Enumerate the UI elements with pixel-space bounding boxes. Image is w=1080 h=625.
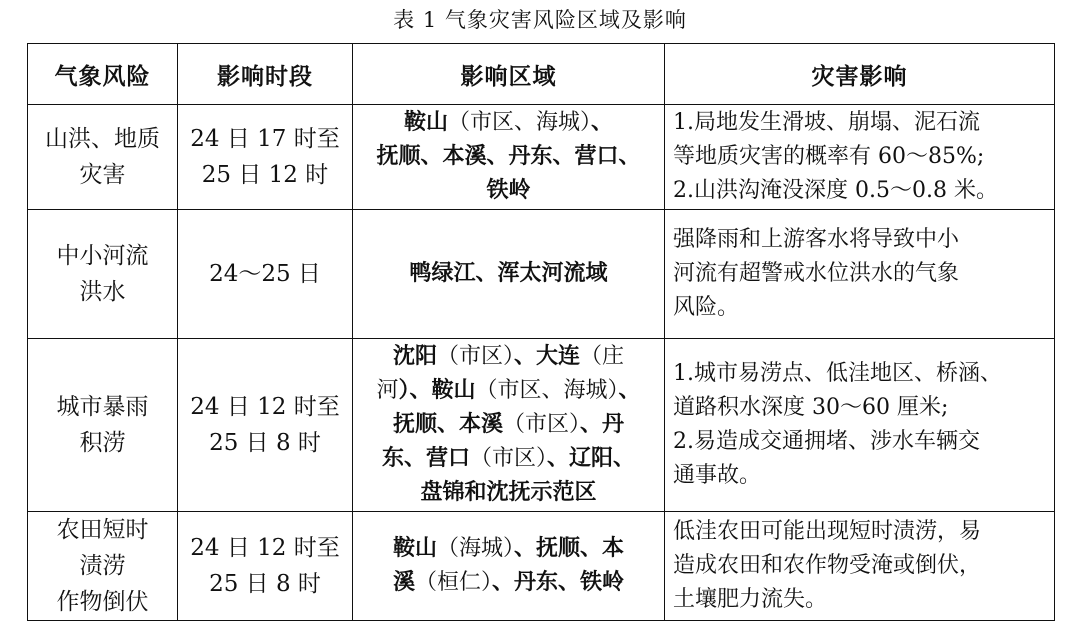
table-caption: 表 1 气象灾害风险区域及影响 (393, 8, 687, 32)
region-cell (353, 512, 665, 621)
cell-text-line: 1.城市易涝点、低洼地区、桥涵、 (673, 361, 1002, 386)
impact-cell (665, 210, 1055, 339)
region-subarea: （庄 (580, 344, 625, 369)
table-header-row (28, 44, 1055, 105)
header-impact: 灾害影响 (665, 44, 1055, 105)
region-name: 东、营口 (381, 446, 470, 471)
risk-cell (28, 210, 178, 339)
region-line (361, 106, 656, 140)
region-cell (353, 339, 665, 512)
region-subarea: （市区） (502, 412, 580, 437)
cell-text-line: 等地质灾害的概率有 60～85%; (673, 144, 985, 169)
header-risk: 气象风险 (28, 44, 178, 105)
table-row (28, 105, 1055, 210)
header-region: 影响区域 (353, 44, 665, 105)
cell-text-line: 低洼农田可能出现短时渍涝，易 (673, 519, 982, 544)
period-cell (178, 339, 353, 512)
cell-text-line: 风险。 (673, 295, 740, 320)
cell-text-line: 渍涝 (79, 553, 126, 579)
cell-text-line: 25 日 8 时 (209, 430, 321, 456)
risk-cell (28, 105, 178, 210)
region-line (361, 340, 656, 374)
region-name: 鸭绿江、浑太河流域 (409, 261, 608, 286)
region-name: 抚顺、本溪、丹东、营口、 (376, 144, 641, 169)
header-period: 影响时段 (178, 44, 353, 105)
cell-text-line: 积涝 (79, 430, 126, 456)
risk-table (27, 43, 1055, 621)
region-name: 、 (591, 110, 614, 135)
region-name: 、 (618, 378, 641, 403)
cell-text-line: 1.局地发生滑坡、崩塌、泥石流 (673, 110, 980, 135)
table-row (28, 512, 1055, 621)
period-cell (178, 105, 353, 210)
region-line (361, 174, 656, 208)
region-subarea: （市区、海城） (447, 110, 591, 135)
cell-text-line: 25 日 12 时 (201, 162, 329, 188)
region-cell (353, 105, 665, 210)
region-line (361, 257, 656, 291)
cell-text-line: 2.易造成交通拥堵、涉水车辆交 (673, 429, 980, 454)
region-cell (353, 210, 665, 339)
region-name: 、大连 (514, 344, 581, 369)
region-name: 鞍山 (403, 110, 448, 135)
impact-cell (665, 512, 1055, 621)
cell-text-line: 农田短时 (56, 517, 149, 543)
cell-text-line: 城市暴雨 (56, 394, 149, 420)
cell-text-line: 中小河流 (56, 243, 149, 269)
region-line (361, 476, 656, 510)
cell-text-line: 山洪、地质 (45, 126, 160, 152)
cell-text-line: 24 日 12 时至 (190, 394, 340, 420)
period-cell (178, 512, 353, 621)
cell-text-line: 道路积水深度 30～60 厘米; (673, 395, 949, 420)
cell-text-line: 25 日 8 时 (209, 571, 321, 597)
risk-cell (28, 339, 178, 512)
impact-cell (665, 105, 1055, 210)
period-cell (178, 210, 353, 339)
region-name: 溪 (392, 570, 415, 595)
region-subarea: （市区、海城） (475, 378, 619, 403)
cell-text-line: 2.山洪沟淹没深度 0.5～0.8 米。 (673, 178, 998, 203)
region-name: 盘锦和沈抚示范区 (420, 480, 597, 505)
region-name: 铁岭 (486, 178, 531, 203)
region-name: 抚顺、本溪 (392, 412, 503, 437)
region-line (361, 374, 656, 408)
region-name: 鞍山 (392, 536, 437, 561)
cell-text-line: 通事故。 (673, 463, 762, 488)
cell-text-line: 洪水 (79, 279, 126, 305)
cell-text-line: 河流有超警戒水位洪水的气象 (673, 261, 960, 286)
region-name: ）、鞍山 (398, 378, 476, 403)
region-line (361, 442, 656, 476)
region-subarea: （市区） (436, 344, 514, 369)
cell-text-line: 灾害 (79, 162, 126, 188)
region-name: 、辽阳、 (547, 446, 636, 471)
table-row (28, 339, 1055, 512)
region-subarea: （市区） (469, 446, 547, 471)
region-line (361, 140, 656, 174)
region-name: 沈阳 (392, 344, 437, 369)
region-subarea: （桓仁） (414, 570, 492, 595)
region-subarea: 河 (376, 378, 399, 403)
cell-text-line: 造成农田和农作物受淹或倒伏， (673, 553, 982, 578)
cell-text-line: 24 日 17 时至 (190, 126, 340, 152)
region-name: 、丹东、铁岭 (492, 570, 625, 595)
cell-text-line: 作物倒伏 (56, 589, 149, 615)
region-line (361, 532, 656, 566)
region-name: 、丹 (580, 412, 625, 437)
cell-text-line: 土壤肥力流失。 (673, 587, 828, 612)
table-row (28, 210, 1055, 339)
cell-text-line: 24～25 日 (209, 261, 321, 287)
cell-text-line: 24 日 12 时至 (190, 535, 340, 561)
impact-cell (665, 339, 1055, 512)
risk-cell (28, 512, 178, 621)
region-name: 、抚顺、本 (514, 536, 625, 561)
region-line (361, 566, 656, 600)
cell-text-line: 强降雨和上游客水将导致中小 (673, 227, 960, 252)
region-line (361, 408, 656, 442)
region-subarea: （海城） (436, 536, 514, 561)
